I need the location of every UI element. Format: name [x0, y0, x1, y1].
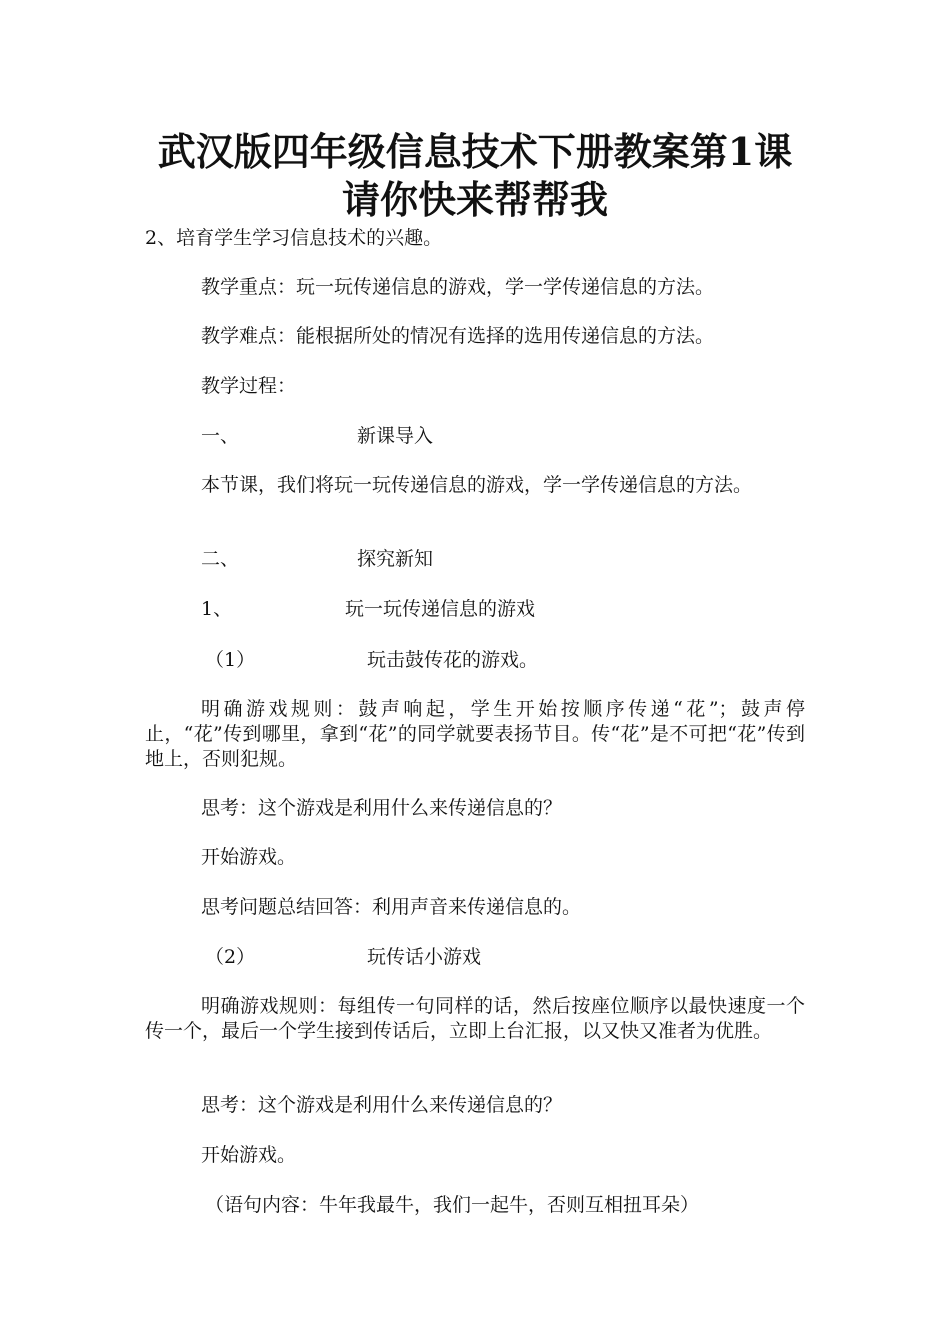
item-2-title: 玩传话小游戏	[367, 946, 482, 968]
subsection-1-title: 玩一玩传递信息的游戏	[345, 598, 536, 620]
game-1-question: 思考：这个游戏是利用什么来传递信息的？	[201, 797, 563, 819]
intro-paragraph: 本节课，我们将玩一玩传递信息的游戏，学一学传递信息的方法。	[201, 474, 753, 496]
key-point: 教学重点：玩一玩传递信息的游戏，学一学传递信息的方法。	[201, 276, 715, 298]
subsection-1-number: 1、	[201, 598, 233, 620]
section-2-title: 探究新知	[357, 548, 434, 570]
game-2-start: 开始游戏。	[201, 1144, 297, 1166]
difficulty-point: 教学难点：能根据所处的情况有选择的选用传递信息的方法。	[201, 325, 715, 347]
section-2-number: 二、	[201, 548, 240, 570]
title-line-1: 武汉版四年级信息技术下册教案第1课	[157, 129, 793, 174]
item-1-title: 玩击鼓传花的游戏。	[367, 649, 539, 671]
section-1-number: 一、	[201, 425, 240, 447]
section-1-title: 新课导入	[357, 425, 434, 447]
game-1-answer: 思考问题总结回答：利用声音来传递信息的。	[201, 896, 582, 918]
item-1-number: （1）	[205, 649, 256, 671]
game-1-start: 开始游戏。	[201, 846, 297, 868]
game-2-question: 思考：这个游戏是利用什么来传递信息的？	[201, 1094, 563, 1116]
game-1-rules: 明确游戏规则：鼓声响起，学生开始按顺序传递“花”；鼓声停止，“花”传到哪里，拿到“花”的同学就要表扬节目。传“花”是不可把“花”传到地上，否则犯规。	[145, 698, 805, 770]
item-2-number: （2）	[205, 946, 256, 968]
title-line-2: 请你快来帮帮我	[341, 177, 608, 222]
game-2-sentence: （语句内容：牛年我最牛，我们一起牛，否则互相扭耳朵）	[205, 1194, 700, 1216]
teaching-goal-2: 2、培育学生学习信息技术的兴趣。	[145, 227, 443, 249]
process-label: 教学过程：	[201, 375, 297, 397]
game-2-rules: 明确游戏规则：每组传一句同样的话，然后按座位顺序以最快速度一个传一个，最后一个学生接到传话后，立即上台汇报，以又快又准者为优胜。	[145, 995, 805, 1042]
